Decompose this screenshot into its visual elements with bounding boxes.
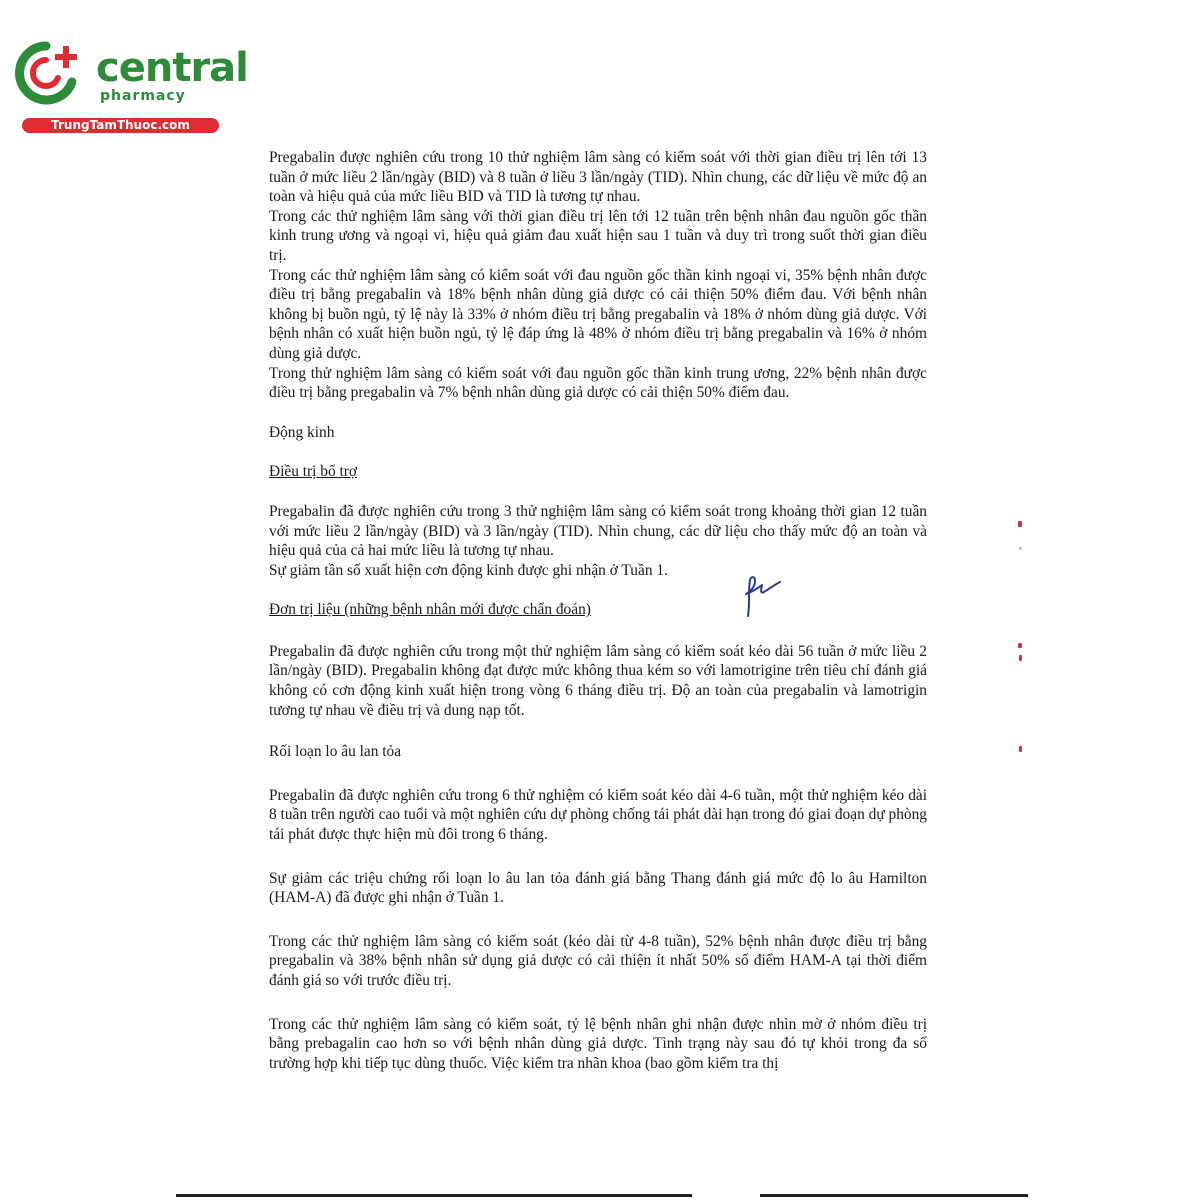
paragraph-intro-2: Trong các thử nghiệm lâm sàng với thời gian điều trị lên tới 12 tuần trên bệnh nhân đau nguồn gốc thần kinh trung ương và ngoại vi, hiệu quả giảm đau xuất hiện sau 1 tuần và duy trì trong suốt thời gian điều trị. <box>269 207 927 264</box>
paragraph-adjunct-1: Pregabalin đã được nghiên cứu trong 3 thử nghiệm lâm sàng có kiểm soát trong khoảng thời gian 12 tuần với mức liều 2 lần/ngày (BID) và 3 lần/ngày (TID). Nhìn chung, các dữ liệu cho thấy mức độ an toàn và hiệu quả của cả hai mức liều là tương tự nhau. <box>269 502 927 560</box>
scan-speck <box>1019 547 1022 550</box>
paragraph-gad-2: Sự giảm các triệu chứng rối loạn lo âu lan tỏa đánh giá bằng Thang đánh giá mức độ lo âu Hamilton (HAM-A) đã được ghi nhận ở Tuần 1. <box>269 869 927 907</box>
heading-gad: Rối loạn lo âu lan tỏa <box>269 743 402 761</box>
pharmacy-logo-icon <box>10 38 90 108</box>
heading-epilepsy: Động kinh <box>269 423 335 441</box>
page-bottom-edge <box>760 1194 1028 1197</box>
document-body <box>269 148 927 1073</box>
paragraph-monotherapy: Pregabalin đã được nghiên cứu trong một thử nghiệm lâm sàng có kiểm soát kéo dài 56 tuần ở mức liều 2 lần/ngày (BID). Pregabalin không đạt được mức không thua kém so với lamotrigine trên tiêu chí đánh giá không có cơn động kinh xuất hiện trong vòng 6 tháng điều trị. Độ an toàn của pregabalin và lamotrigin tương tự nhau về điều trị và dung nạp tốt. <box>269 642 927 719</box>
paragraph-gad-4: Trong các thử nghiệm lâm sàng có kiểm soát, tỷ lệ bệnh nhân ghi nhận được nhìn mờ ở nhóm điều trị bằng prebagalin cao hơn so với bệnh nhân dùng giả dược. Tình trạng này sau đó tự khỏi trong đa số trường hợp khi tiếp tục dùng thuốc. Việc kiểm tra nhãn khoa (bao gồm kiểm tra thị <box>269 1015 927 1072</box>
scan-speck <box>1018 521 1022 527</box>
page-bottom-edge <box>176 1194 692 1197</box>
paragraph-gad-3: Trong các thử nghiệm lâm sàng có kiểm soát (kéo dài từ 4-8 tuần), 52% bệnh nhân được điều trị bằng pregabalin và 38% bệnh nhân sử dụng giả dược có cải thiện ít nhất 50% số điểm HAM-A tại thời điểm đánh giá so với trước điều trị. <box>269 932 927 989</box>
heading-monotherapy: Đơn trị liệu (những bệnh nhân mới được chẩn đoán) <box>269 601 591 619</box>
paragraph-gad-1: Pregabalin đã được nghiên cứu trong 6 thử nghiệm có kiểm soát kéo dài 4-6 tuần, một thử nghiệm kéo dài 8 tuần trên người cao tuổi và một nghiên cứu dự phòng chống tái phát dài hạn trong đó giai đoạn dự phòng tái phát được thực hiện mù đôi trong 6 tháng. <box>269 786 927 844</box>
paragraph-intro-1: Pregabalin được nghiên cứu trong 10 thử nghiệm lâm sàng có kiểm soát với thời gian điều trị lên tới 13 tuần ở mức liều 2 lần/ngày (BID) và 8 tuần ở liều 3 lần/ngày (TID). Nhìn chung, các dữ liệu về mức độ an toàn và hiệu quả của mức liều BID và TID là tương tự nhau. <box>269 149 927 206</box>
logo-website-badge: TrungTamThuoc.com <box>22 118 219 133</box>
paragraph-intro-4: Trong thử nghiệm lâm sàng có kiểm soát với đau nguồn gốc thần kinh trung ương, 22% bệnh nhân được điều trị bằng pregabalin và 7% bệnh nhân dùng giả dược có cải thiện 50% điểm đau. <box>269 364 927 402</box>
logo-wordmark: central <box>96 45 248 91</box>
logo-subtitle: pharmacy <box>100 88 186 104</box>
handwritten-signature <box>738 572 784 620</box>
heading-adjunct-therapy: Điều trị bổ trợ <box>269 463 358 481</box>
scan-speck <box>1019 655 1022 661</box>
scan-speck <box>1018 643 1022 648</box>
scan-speck <box>1019 746 1022 752</box>
paragraph-adjunct-2: Sự giảm tần số xuất hiện cơn động kinh được ghi nhận ở Tuần 1. <box>269 561 668 579</box>
paragraph-intro-3: Trong các thử nghiệm lâm sàng có kiểm soát với đau nguồn gốc thần kinh ngoại vi, 35% bệnh nhân được điều trị bằng pregabalin và 18% bệnh nhân dùng giả dược có cải thiện 50% điểm đau. Với bệnh nhân không bị buồn ngủ, tỷ lệ này là 33% ở nhóm điều trị bằng pregabalin và 18% ở nhóm dùng giả dược. Với bệnh nhân có xuất hiện buồn ngủ, tỷ lệ đáp ứng là 48% ở nhóm điều trị bằng pregabalin và 16% ở nhóm dùng giả dược. <box>269 266 927 362</box>
central-pharmacy-logo <box>10 38 248 138</box>
